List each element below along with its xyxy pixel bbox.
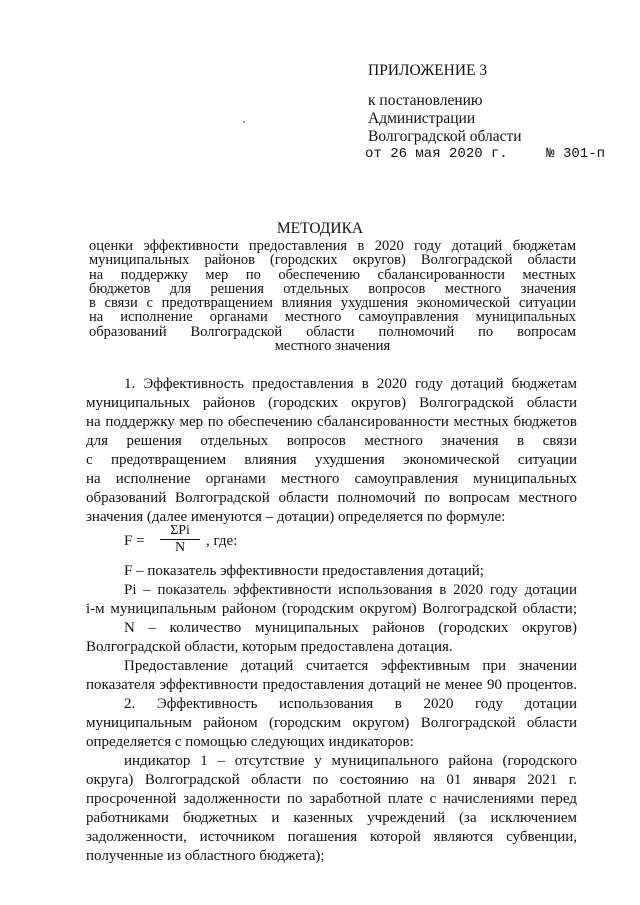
formula-denominator: N: [174, 540, 186, 555]
paragraph-line: F – показатель эффективности предоставления дотаций;: [124, 563, 484, 579]
decree-number: № 301-п: [546, 146, 605, 162]
paragraph-line: муниципальных районов (городских округов) Волгоградской области: [86, 395, 577, 411]
paragraph-line: с предотвращением влияния ухудшения экономической ситуации: [86, 452, 577, 468]
paragraph-line: Волгоградской области, которым предоставлена дотация.: [86, 639, 453, 655]
appendix-reference-line: Администрации: [368, 110, 476, 127]
section-1-paragraph: [86, 375, 577, 527]
paragraph-line: муниципальным районом (городским округом) Волгоградской области: [86, 715, 577, 731]
subtitle-line: оценки эффективности предоставления в 2020 году дотаций бюджетам: [89, 239, 576, 254]
paragraph-line: образований Волгоградской области полномочий по вопросам местного: [86, 490, 577, 506]
paragraph-line: округа) Волгоградской области по состоянию на 01 января 2021 г.: [86, 772, 577, 788]
paragraph-line: i-м муниципальным районом (городским округом) Волгоградской области;: [86, 601, 577, 617]
decree-date: от 26 мая 2020 г.: [365, 146, 508, 162]
decree-line: [365, 146, 605, 162]
subtitle-line: на поддержку мер по обеспечению сбалансированности местных: [89, 267, 576, 282]
paragraph-line: полученные из областного бюджета);: [86, 848, 325, 864]
paragraph-line: N – количество муниципальных районов (городских округов): [124, 620, 577, 636]
paragraph-line: 1. Эффективность предоставления в 2020 году дотаций бюджетам: [124, 376, 577, 392]
scan-speck: [243, 121, 245, 123]
paragraph-line: на исполнение органами местного самоуправления муниципальных: [86, 471, 577, 487]
paragraph-line: задолженности, источником погашения которой являются субвенции,: [86, 829, 577, 845]
paragraph-line: просроченной задолженности по заработной плате с начислениями перед: [86, 791, 577, 807]
appendix-reference: [368, 92, 522, 146]
formula-fraction: [158, 523, 202, 556]
paragraph-line: индикатор 1 – отсутствие у муниципального района (городского: [124, 753, 577, 769]
paragraph-line: на поддержку мер по обеспечению сбалансированности местных бюджетов: [86, 414, 577, 430]
paragraph-line: для решения отдельных вопросов местного значения в связи: [86, 433, 577, 449]
definitions-and-section-2: [86, 562, 577, 866]
appendix-reference-line: Волгоградской области: [368, 128, 522, 145]
formula-numerator: ΣPi: [170, 523, 190, 538]
subtitle-line: в связи с предотвращением влияния ухудшения экономической ситуации: [89, 296, 576, 311]
paragraph-line: определяется с помощью следующих индикаторов:: [86, 734, 414, 750]
paragraph-line: работниками бюджетных и казенных учреждений (за исключением: [86, 810, 577, 826]
paragraph-line: показателя эффективности предоставления дотаций не менее 90 процентов.: [86, 677, 577, 693]
subtitle-line: местного значения: [274, 339, 391, 354]
subtitle-line: образований Волгоградской области полномочий по вопросам: [89, 324, 576, 340]
formula-lhs: F =: [124, 533, 145, 549]
subtitle-line: на исполнение органами местного самоуправления муниципальных: [89, 310, 576, 325]
paragraph-line: Pi – показатель эффективности использования в 2020 году дотации: [124, 582, 577, 598]
paragraph-line: Предоставление дотаций считается эффективным при значении: [124, 658, 577, 674]
efficiency-formula: [124, 525, 284, 557]
paragraph-line: значения (далее именуются – дотации) определяется по формуле:: [86, 509, 506, 525]
appendix-label: ПРИЛОЖЕНИЕ 3: [368, 62, 488, 79]
appendix-reference-line: к постановлению: [368, 92, 483, 109]
subtitle-line: бюджетов для решения отдельных вопросов местного значения: [89, 281, 576, 297]
subtitle-line: муниципальных районов (городских округов) Волгоградской области: [89, 253, 576, 268]
document-subtitle: [89, 239, 576, 353]
formula-rhs: , где:: [206, 533, 238, 549]
paragraph-line: 2. Эффективность использования в 2020 году дотации: [124, 696, 577, 712]
document-title: МЕТОДИКА: [276, 220, 364, 237]
